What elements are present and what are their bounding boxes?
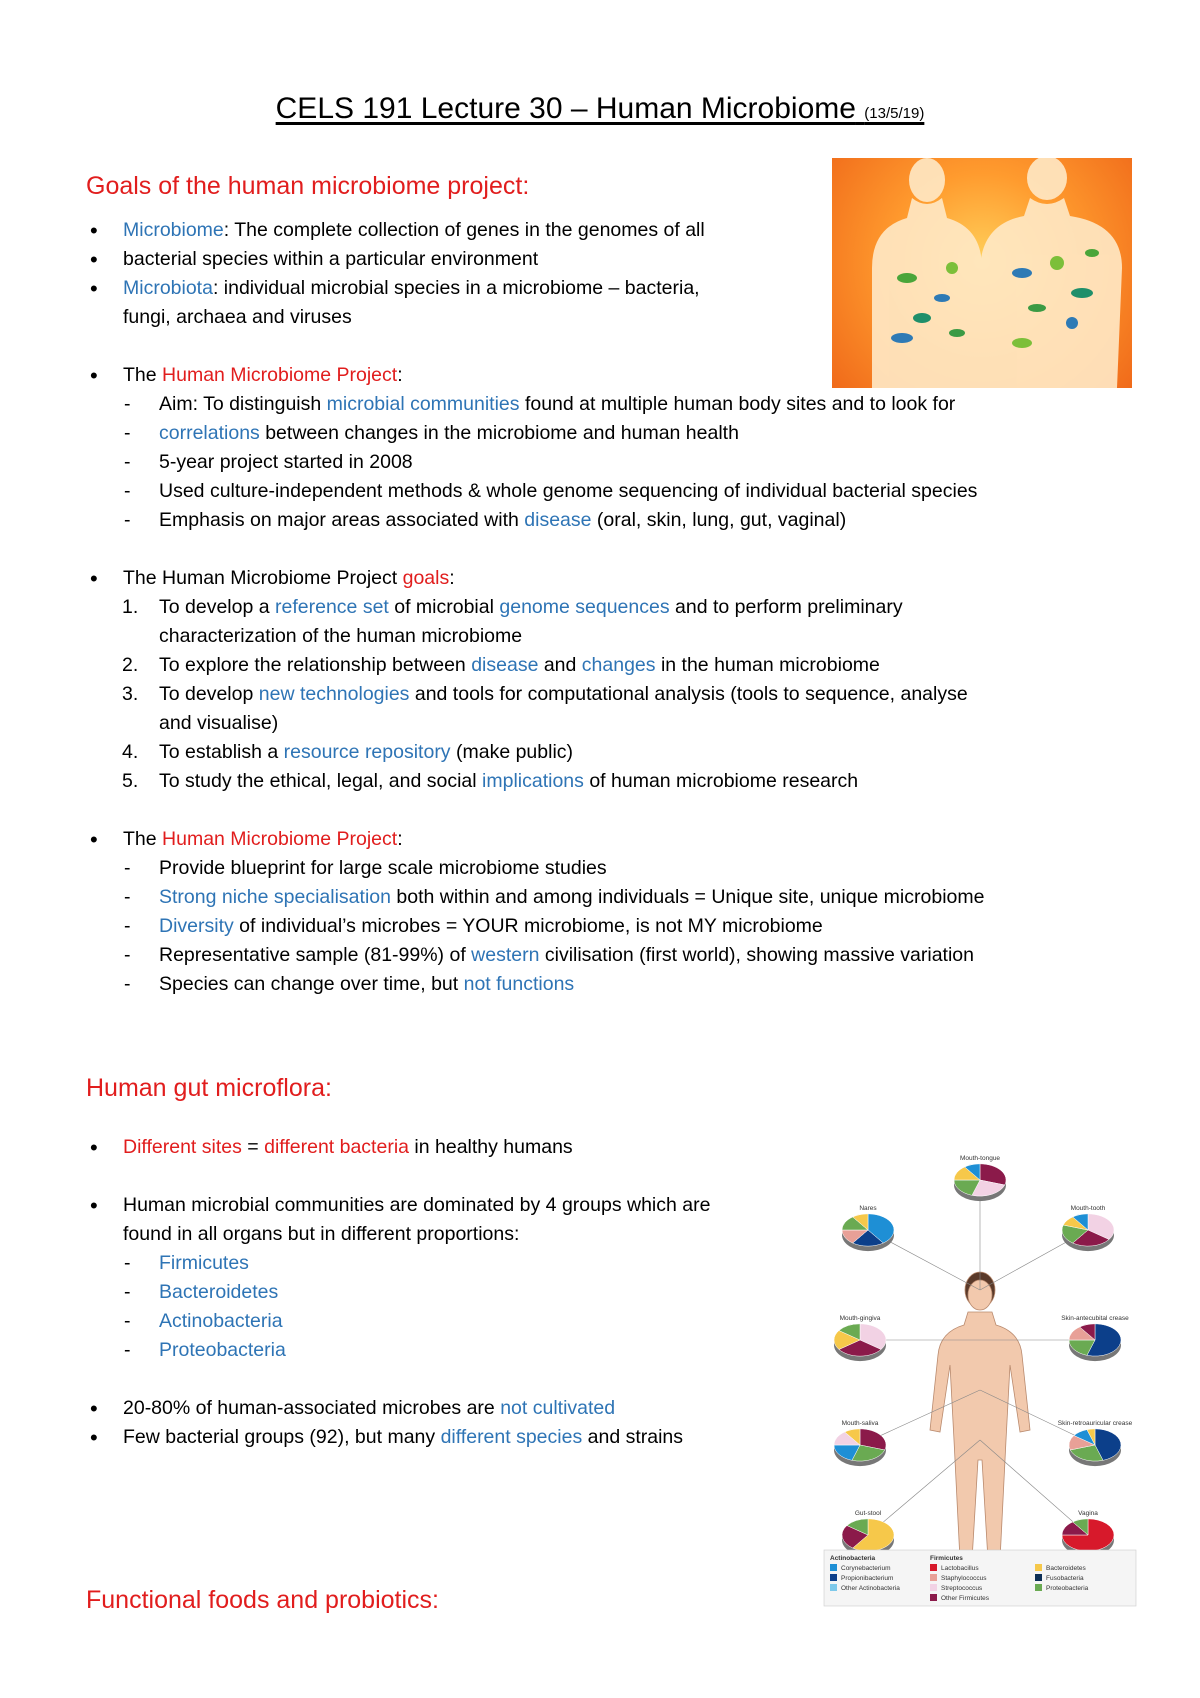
bullet-four-groups: • Human microbial communities are dominated by 4 groups which are	[86, 1191, 806, 1220]
legend-swatch	[1035, 1564, 1042, 1571]
pie-figure-svg	[820, 1140, 1140, 1610]
legend-swatch	[830, 1584, 837, 1591]
term-microbiota: Microbiota	[123, 277, 213, 299]
summary-item: - Diversity of individual’s microbes = YOUR microbiome, is not MY microbiome	[86, 912, 1126, 941]
site-label: Mouth-tooth	[1070, 1204, 1106, 1212]
legend-label: Propionibacterium	[841, 1575, 894, 1582]
group-bacteroidetes: - Bacteroidetes	[86, 1278, 806, 1307]
bullet-hmp-aim: • The Human Microbiome Project:	[86, 361, 1126, 390]
summary-item: - Species can change over time, but not functions	[86, 970, 1126, 999]
legend-label: Fusobacteria	[1046, 1575, 1084, 1582]
legend-swatch	[930, 1594, 937, 1601]
group-firmicutes: - Firmicutes	[86, 1249, 806, 1278]
goal-item-cont: characterization of the human microbiome	[159, 625, 523, 647]
site-pie	[834, 1324, 886, 1361]
heading-functional-foods: Functional foods and probiotics:	[86, 1586, 439, 1614]
goal-item: 3. To develop new technologies and tools for computational analysis (tools to sequence, analyse	[122, 683, 968, 705]
human-body-drawing	[930, 1272, 1030, 1560]
microbiome-illustration	[832, 158, 1132, 388]
bullet-microbiome-cont: • bacterial species within a particular environment	[86, 245, 1126, 274]
site-pie	[842, 1214, 894, 1251]
site-label: Mouth-tongue	[959, 1154, 1001, 1162]
summary-item: - Representative sample (81-99%) of western civilisation (first world), showing massive variation	[86, 941, 1126, 970]
legend-label: Streptococcus	[941, 1585, 983, 1592]
hmp-item: - Used culture-independent methods & whole genome sequencing of individual bacterial species	[86, 477, 1126, 506]
legend-label: Other Actinobacteria	[841, 1585, 900, 1592]
title-date: (13/5/19)	[864, 105, 925, 122]
summary-item: - Provide blueprint for large scale microbiome studies	[86, 854, 1126, 883]
legend-swatch	[930, 1584, 937, 1591]
legend-swatch	[930, 1564, 937, 1571]
bullet-microbiome: • Microbiome: The complete collection of genes in the genomes of all	[86, 216, 1126, 245]
site-label: Mouth-gingiva	[839, 1314, 881, 1322]
bullet-not-cultivated: • 20-80% of human-associated microbes are not cultivated	[86, 1394, 806, 1423]
bullet-sites: • Different sites = different bacteria in healthy humans	[86, 1133, 806, 1162]
site-label: Nares	[859, 1204, 877, 1212]
goal-item-cont: and visualise)	[159, 712, 279, 734]
hmp-item: - 5-year project started in 2008	[86, 448, 1126, 477]
site-pie	[954, 1164, 1006, 1201]
goal-item: 2. To explore the relationship between disease and changes in the human microbiome	[122, 654, 880, 676]
bullet-microbiota: • Microbiota: individual microbial species in a microbiome – bacteria,	[86, 274, 1126, 303]
hmp-item: - Emphasis on major areas associated with disease (oral, skin, lung, gut, vaginal)	[86, 506, 1126, 535]
summary-item: - Strong niche specialisation both within and among individuals = Unique site, unique microbiome	[86, 883, 1126, 912]
legend-swatch	[930, 1574, 937, 1581]
goal-item: 4. To establish a resource repository (make public)	[122, 741, 574, 763]
heading-gut-microflora: Human gut microflora:	[86, 1074, 332, 1102]
section-gut	[86, 1133, 806, 1452]
site-pie	[834, 1429, 886, 1466]
site-pie	[1069, 1324, 1121, 1361]
body-silhouettes-image	[832, 158, 1132, 388]
body-site-pie-figure	[820, 1140, 1140, 1610]
goal-item: 1. To develop a reference set of microbial genome sequences and to perform preliminary	[122, 596, 903, 618]
legend-label: Bacteroidetes	[1046, 1565, 1086, 1572]
bullet-few-groups: • Few bacterial groups (92), but many different species and strains	[86, 1423, 806, 1452]
legend-label: Corynebacterium	[841, 1565, 891, 1572]
bullet-hmp-goals: • The Human Microbiome Project goals:	[86, 564, 1126, 593]
legend-group-title: Actinobacteria	[830, 1555, 876, 1562]
legend-swatch	[830, 1574, 837, 1581]
site-label: Vagina	[1078, 1509, 1098, 1517]
site-pie	[1062, 1214, 1114, 1251]
bullet-hmp-summary: • The Human Microbiome Project:	[86, 825, 1126, 854]
hmp-item-cont: - correlations between changes in the microbiome and human health	[86, 419, 1126, 448]
legend-label: Lactobacillus	[941, 1565, 979, 1572]
heading-hmp-goals: Goals of the human microbiome project:	[86, 172, 530, 200]
page-title	[0, 92, 1200, 126]
legend-group-title: Firmicutes	[930, 1555, 963, 1562]
site-label: Skin-antecubital crease	[1061, 1314, 1129, 1322]
legend-swatch	[830, 1564, 837, 1571]
legend-label: Proteobacteria	[1046, 1585, 1089, 1592]
legend-swatch	[1035, 1574, 1042, 1581]
legend-label: Staphylococcus	[941, 1575, 987, 1582]
site-pie	[1069, 1429, 1121, 1466]
group-proteobacteria: - Proteobacteria	[86, 1336, 806, 1365]
goal-item: 5. To study the ethical, legal, and social implications of human microbiome research	[122, 770, 859, 792]
bullet-four-groups-cont: found in all organs but in different proportions:	[123, 1223, 520, 1245]
site-label: Mouth-saliva	[841, 1419, 879, 1427]
title-main: CELS 191 Lecture 30 – Human Microbiome	[275, 92, 856, 125]
hmp-item: - Aim: To distinguish microbial communities found at multiple human body sites and to look for	[86, 390, 1126, 419]
bullet-microbiota-cont: fungi, archaea and viruses	[123, 306, 352, 328]
term-microbiome: Microbiome	[123, 219, 224, 241]
group-actinobacteria: - Actinobacteria	[86, 1307, 806, 1336]
legend-label: Other Firmicutes	[941, 1595, 990, 1602]
site-label: Gut-stool	[854, 1509, 882, 1517]
legend-swatch	[1035, 1584, 1042, 1591]
site-label: Skin-retroauricular crease	[1057, 1419, 1133, 1427]
